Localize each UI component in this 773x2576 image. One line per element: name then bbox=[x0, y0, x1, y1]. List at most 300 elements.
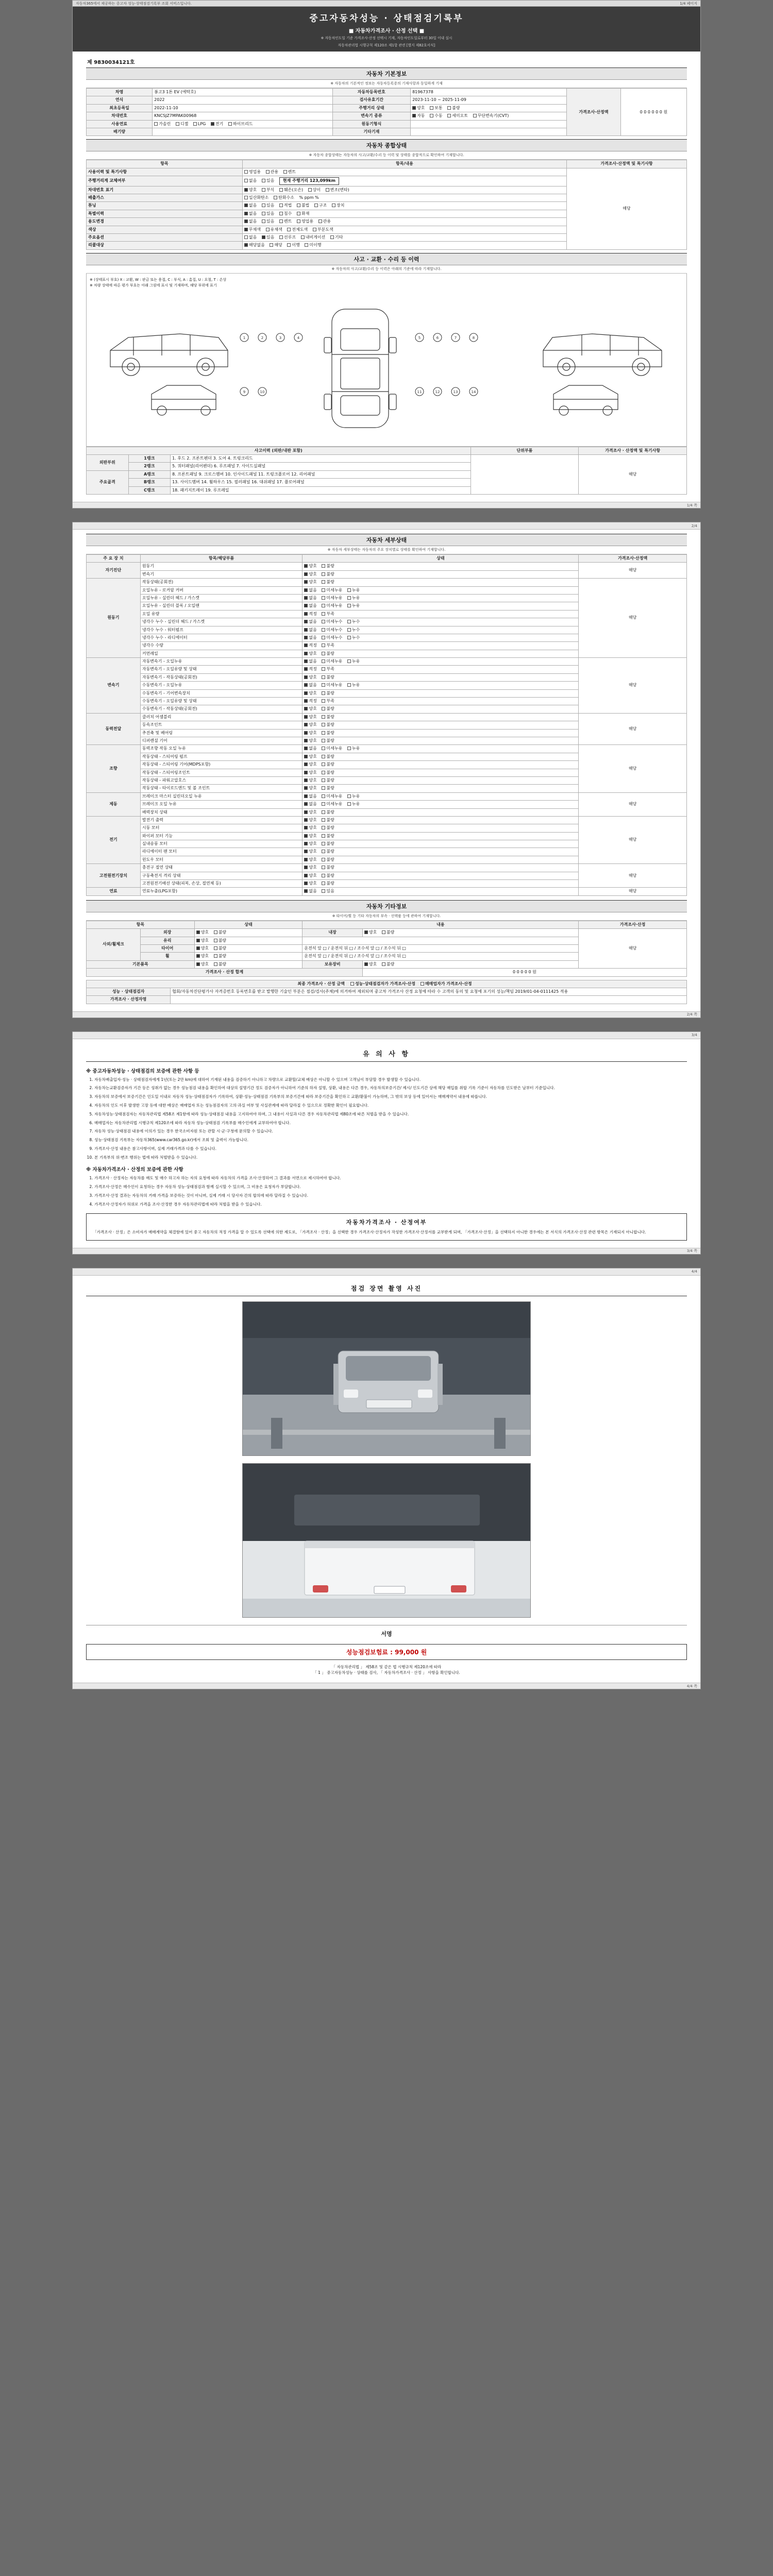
inspection-fee-label: 성능점검보험료 : bbox=[346, 1648, 393, 1656]
checkbox-option[interactable]: 양호 bbox=[304, 691, 316, 696]
checkbox-option[interactable]: 양호 bbox=[196, 962, 209, 967]
checkbox-option[interactable]: 미세누유 bbox=[322, 683, 342, 688]
car-number-value: 제 9830034121호 bbox=[87, 60, 135, 66]
row-value-recall bbox=[242, 242, 566, 249]
appraisal-选择-box bbox=[86, 1213, 687, 1240]
row-label-usechange: 용도변경 bbox=[87, 218, 243, 226]
checkbox-option[interactable]: 렌트 bbox=[279, 219, 292, 224]
group-price-fuel: 해당 bbox=[579, 888, 687, 895]
checkbox-option[interactable]: 적정 bbox=[304, 612, 316, 617]
value-rank-a: 8. 프론트패널 9. 크로스멤버 10. 인사이드패널 11. 트렁크플로어 12. 리어패널 bbox=[171, 470, 471, 478]
browser-strip-left: 자동차365에서 제공하는 중고차 성능·상태점검기록부 조회 서비스입니다. bbox=[76, 1, 192, 6]
item-label: 변속기 bbox=[140, 570, 303, 578]
table-row bbox=[87, 89, 687, 96]
checkbox-option[interactable]: 불량 bbox=[382, 962, 394, 967]
checkbox-option[interactable]: 불량 bbox=[322, 841, 334, 846]
checkbox-option[interactable]: 누유 bbox=[347, 802, 360, 807]
checkbox-option[interactable]: 변조(변타) bbox=[326, 188, 349, 193]
item-label: 충전구 절연 상태 bbox=[140, 864, 303, 872]
checkbox-option[interactable]: 미세누수 bbox=[322, 628, 342, 633]
checkbox-option[interactable]: 있음 bbox=[262, 178, 274, 183]
checkbox-option[interactable]: 없음 bbox=[304, 619, 316, 624]
value-year: 2022 bbox=[153, 96, 333, 104]
checkbox-option[interactable]: 적정 bbox=[304, 699, 316, 704]
checkbox-option[interactable]: 미세누수 bbox=[322, 635, 342, 640]
checkbox-option[interactable]: 불량 bbox=[322, 580, 334, 585]
row-label-options: 주요옵션 bbox=[87, 233, 243, 241]
checkbox-option[interactable]: 불량 bbox=[214, 938, 226, 943]
checkbox-option[interactable]: 유채색 bbox=[266, 227, 282, 232]
checkbox-option[interactable]: 누유 bbox=[347, 596, 360, 601]
label-outer-panel: 외판부위 bbox=[87, 455, 129, 471]
page-2 bbox=[72, 522, 701, 1018]
group-price-brake: 해당 bbox=[579, 792, 687, 816]
checkbox-option[interactable]: 해당 bbox=[270, 243, 282, 248]
etc-state-exterior bbox=[194, 929, 303, 937]
item-state bbox=[303, 594, 579, 602]
checkbox-option[interactable]: 부족 bbox=[322, 612, 334, 617]
label-mileage-state: 주행거리 상태 bbox=[332, 104, 410, 112]
checkbox-option[interactable]: 불량 bbox=[322, 738, 334, 743]
checkbox-option[interactable]: 적정 bbox=[304, 643, 316, 648]
checkbox-option[interactable]: 미세누유 bbox=[322, 659, 342, 664]
browser-strip bbox=[72, 0, 701, 6]
checkbox-option[interactable]: 불량 bbox=[322, 818, 334, 823]
checkbox-option[interactable]: 양호 bbox=[304, 786, 316, 791]
label-main-frame: 주요골격 bbox=[87, 470, 129, 494]
item-state bbox=[303, 880, 579, 888]
checkbox-option[interactable]: 해당없음 bbox=[244, 243, 265, 248]
checkbox-option[interactable]: 부족 bbox=[322, 643, 334, 648]
label-regno: 자동차등록번호 bbox=[332, 89, 410, 96]
th-price: 가격조사·산정액 및 특기사항 bbox=[566, 160, 686, 168]
checkbox-option[interactable]: 누수 bbox=[347, 635, 360, 640]
checkbox-option[interactable]: 양호 bbox=[304, 580, 316, 585]
table-row bbox=[87, 455, 687, 463]
checkbox-option[interactable]: 있음 bbox=[322, 889, 334, 894]
item-state bbox=[303, 570, 579, 578]
checkbox-option[interactable]: 적정 bbox=[304, 667, 316, 672]
checkbox-option[interactable]: 양호 bbox=[304, 873, 316, 878]
checkbox-option[interactable]: 일산화탄소 bbox=[244, 195, 269, 200]
checkbox-option[interactable]: 양호 bbox=[196, 946, 209, 951]
table-header-row bbox=[87, 921, 687, 928]
checkbox-option[interactable]: 양호 bbox=[304, 841, 316, 846]
group-price-steering: 해당 bbox=[579, 745, 687, 792]
checkbox-option[interactable]: 양호 bbox=[304, 849, 316, 854]
checkbox-option[interactable]: 없음 bbox=[304, 635, 316, 640]
th-part: 항목/해당부품 bbox=[140, 555, 303, 563]
checkbox-option[interactable]: 없음 bbox=[244, 219, 257, 224]
checkbox-option[interactable]: 불량 bbox=[322, 691, 334, 696]
checkbox-option[interactable]: 미세누유 bbox=[322, 746, 342, 751]
checkbox-option[interactable]: 불량 bbox=[322, 873, 334, 878]
checkbox-option[interactable]: 화재 bbox=[297, 211, 309, 216]
checkbox-option[interactable]: 누유 bbox=[347, 603, 360, 608]
checkbox-option[interactable]: 양호 bbox=[304, 818, 316, 823]
checkbox-option[interactable]: 전기 bbox=[211, 122, 223, 127]
checkbox-option[interactable]: 없음 bbox=[304, 659, 316, 664]
checkbox-option[interactable]: 양호 bbox=[364, 962, 377, 967]
checkbox-option[interactable]: 양호 bbox=[412, 106, 425, 111]
value-rank-c: 18. 패키지트레이 19. 루프레일 bbox=[171, 486, 471, 494]
group-label-electric: 전기 bbox=[87, 816, 141, 863]
item-state bbox=[303, 848, 579, 856]
checkbox-option[interactable]: 가솔린 bbox=[154, 122, 171, 127]
checkbox-option[interactable]: 누유 bbox=[347, 659, 360, 664]
etc-state-wheel bbox=[194, 953, 303, 960]
item-state bbox=[303, 626, 579, 634]
current-odometer: 현재 주행거리 123,099km bbox=[279, 177, 339, 184]
item-state bbox=[303, 705, 579, 713]
checkbox-option[interactable]: 불법 bbox=[297, 203, 309, 208]
checkbox-option[interactable]: 불량 bbox=[322, 834, 334, 839]
table-row bbox=[87, 969, 687, 976]
checkbox-option[interactable]: 렌트 bbox=[283, 170, 296, 175]
checkbox-option[interactable]: 있음 bbox=[262, 203, 274, 208]
th-content: 항목/내용 bbox=[242, 160, 566, 168]
signature-label: 서명 bbox=[381, 1630, 392, 1637]
checkbox-option[interactable]: 불량 bbox=[382, 930, 394, 935]
value-transmission bbox=[411, 112, 567, 120]
checkbox-option[interactable]: 불량 bbox=[214, 954, 226, 959]
checkbox-option[interactable]: 누유 bbox=[347, 588, 360, 593]
checkbox-option[interactable]: 불량 bbox=[214, 930, 226, 935]
detail-state-table bbox=[86, 554, 687, 896]
checkbox-option[interactable]: 부족 bbox=[322, 699, 334, 704]
checkbox-option[interactable]: 양호 bbox=[304, 651, 316, 656]
checkbox-option[interactable]: 매매업자가 가격조사·산정 bbox=[421, 981, 472, 987]
item-state bbox=[303, 713, 579, 721]
checkbox-option[interactable]: 양호 bbox=[196, 938, 209, 943]
page-subnote-2: 자동차관리법 시행규칙 제120조 제1항 관련 [별지 제82호서식] bbox=[338, 43, 435, 47]
item-label: 클러치 어셈블리 bbox=[140, 713, 303, 721]
checkbox-option[interactable]: 없음 bbox=[304, 683, 316, 688]
checkbox-option[interactable]: 디젤 bbox=[176, 122, 188, 127]
final-price-header bbox=[87, 980, 687, 988]
item-state bbox=[303, 673, 579, 681]
document-title-band bbox=[73, 7, 700, 52]
checkbox-option[interactable]: 양호 bbox=[304, 722, 316, 727]
table-row bbox=[87, 745, 687, 753]
checkbox-option[interactable]: 누수 bbox=[347, 628, 360, 633]
page-2-topbar: 2/4 bbox=[73, 522, 700, 530]
group-price-highvoltage: 해당 bbox=[579, 864, 687, 888]
checkbox-option[interactable]: 없음 bbox=[304, 596, 316, 601]
checkbox-option[interactable]: 있음 bbox=[262, 219, 274, 224]
checkbox-option[interactable]: 무단변속기(CVT) bbox=[473, 113, 509, 118]
checkbox-option[interactable]: 내비게이션 bbox=[301, 235, 326, 240]
checkbox-option[interactable]: 누유 bbox=[347, 683, 360, 688]
row-label-color: 색상 bbox=[87, 226, 243, 233]
checkbox-option[interactable]: 불량 bbox=[322, 881, 334, 886]
checkbox-option[interactable]: 성능·상태점검자가 가격조사·산정 bbox=[350, 981, 415, 987]
checkbox-option[interactable]: 양호 bbox=[196, 930, 209, 935]
item-label: 시동 모터 bbox=[140, 824, 303, 832]
section-accident-header: 사고 · 교환 · 수리 등 이력 bbox=[86, 253, 687, 265]
checkbox-option[interactable]: 불량 bbox=[322, 706, 334, 711]
value-first-reg: 2022-11-10 bbox=[153, 104, 333, 112]
checkbox-option[interactable]: 구조 bbox=[314, 203, 327, 208]
item-label: 오일누유 - 로커암 커버 bbox=[140, 586, 303, 594]
item-label: 등속조인트 bbox=[140, 721, 303, 729]
row-value-emission bbox=[242, 194, 566, 201]
checkbox-option[interactable]: 미세누유 bbox=[322, 794, 342, 799]
checkbox-option[interactable]: 없음 bbox=[304, 588, 316, 593]
list-item: 1. 자동차배출입자·성능 · 상태점검자에게 1년(또는 2만 km)에 대하여 기재된 내용을 검증하기 아니하고 차량으로 교환할/교체 배상은 아니할 수 있으며 고객님이 부담할 경우 발생할 수 있습니다. bbox=[94, 1077, 687, 1083]
item-state bbox=[303, 824, 579, 832]
checkbox-option[interactable]: 하이브리드 bbox=[228, 122, 253, 127]
checkbox-option[interactable]: 훼손(오손) bbox=[279, 188, 303, 193]
checkbox-option[interactable]: 양호 bbox=[304, 810, 316, 815]
footer-legal-line-1: 「 자동차관리법 」 제58조 및 같은 법 시행규칙 제120조에 따라 bbox=[331, 1664, 442, 1669]
etc-side-label: 사외/휠체크 bbox=[87, 929, 141, 961]
checkbox-option[interactable]: 없음 bbox=[304, 628, 316, 633]
group-label-brake: 제동 bbox=[87, 792, 141, 816]
checkbox-option[interactable]: 보통 bbox=[430, 106, 442, 111]
value-rank-1: 1. 후드 2. 프론트펜더 3. 도어 4. 트렁크리드 bbox=[171, 455, 471, 463]
svg-text:14: 14 bbox=[471, 389, 476, 394]
checkbox-option[interactable]: 없음 bbox=[244, 203, 257, 208]
checkbox-option[interactable]: 미세누유 bbox=[322, 802, 342, 807]
checkbox-option[interactable]: 없음 bbox=[304, 794, 316, 799]
checkbox-option[interactable]: 양호 bbox=[304, 865, 316, 870]
checkbox-option[interactable]: 관용 bbox=[266, 170, 278, 175]
checkbox-option[interactable]: 양호 bbox=[304, 778, 316, 783]
checkbox-option[interactable]: 없음 bbox=[304, 802, 316, 807]
checkbox-option[interactable]: 없음 bbox=[244, 178, 257, 183]
th-state: 상태 bbox=[303, 555, 579, 563]
item-label: 발전기 출력 bbox=[140, 816, 303, 824]
inspection-fee-value: 99,000 원 bbox=[395, 1648, 427, 1656]
checkbox-option[interactable]: 양호 bbox=[244, 188, 257, 193]
row-value-tuning bbox=[242, 202, 566, 210]
checkbox-option[interactable]: 침수 bbox=[279, 211, 292, 216]
checkbox-option[interactable]: 양호 bbox=[304, 564, 316, 569]
checkbox-option[interactable]: 불량 bbox=[322, 715, 334, 720]
checkbox-option[interactable]: 양호 bbox=[304, 675, 316, 680]
page-2-footer: 2/4 쪽 bbox=[73, 1011, 700, 1018]
checkbox-option[interactable]: 무채색 bbox=[244, 227, 261, 232]
value-mileage-state bbox=[411, 104, 567, 112]
etc-state-equipment bbox=[362, 960, 578, 968]
checkbox-option[interactable]: 탄화수소 bbox=[274, 195, 294, 200]
row-label-odo-change: 주행거리계 교체여부 bbox=[87, 176, 243, 186]
svg-text:7: 7 bbox=[454, 335, 457, 340]
checkbox-option[interactable]: 부분도색 bbox=[313, 227, 333, 232]
checkbox-option[interactable]: 없음 bbox=[304, 603, 316, 608]
th-major-device: 주 요 장 치 bbox=[87, 555, 141, 563]
th-etc-price: 가격조사·산정 bbox=[579, 921, 687, 928]
checkbox-option[interactable]: 미세누수 bbox=[322, 619, 342, 624]
section-detail-note: ※ 자동차 세부상태는 자동차의 주요 장치별로 상태를 확인하여 기재합니다. bbox=[86, 546, 687, 554]
label-engine-type: 원동기형식 bbox=[332, 120, 410, 128]
checkbox-option[interactable]: 양호 bbox=[304, 834, 316, 839]
notice-list-2 bbox=[94, 1175, 687, 1207]
checkbox-option[interactable]: 전체도색 bbox=[287, 227, 308, 232]
checkbox-option[interactable]: 양호 bbox=[196, 954, 209, 959]
photo-front-svg bbox=[243, 1302, 531, 1456]
checkbox-option[interactable]: 불량 bbox=[322, 786, 334, 791]
final-price-table bbox=[86, 980, 687, 1004]
table-row bbox=[87, 864, 687, 872]
label-price-estimate: 가격조사·산정액 bbox=[566, 89, 620, 136]
label-vin: 차대번호 bbox=[87, 112, 153, 120]
table-row bbox=[87, 658, 687, 666]
checkbox-option[interactable]: 누유 bbox=[347, 794, 360, 799]
list-item: 7. 자동차 성능·상태점검 내용에 이의가 있는 경우 한국소비자원 또는 관할 시·군·구청에 문의할 수 있습니다. bbox=[94, 1128, 687, 1134]
checkbox-option[interactable]: 장치 bbox=[332, 203, 344, 208]
checkbox-option[interactable]: 상이 bbox=[308, 188, 321, 193]
checkbox-option[interactable]: 양호 bbox=[304, 572, 316, 577]
checkbox-option[interactable]: 적법 bbox=[279, 203, 292, 208]
checkbox-option[interactable]: 양호 bbox=[304, 770, 316, 775]
label-transmission: 변속기 종류 bbox=[332, 112, 410, 120]
list-item: 10. 본 기록부의 위·변조 행위는 법에 따라 처벌받을 수 있습니다. bbox=[94, 1155, 687, 1161]
checkbox-option[interactable]: 양호 bbox=[304, 731, 316, 736]
checkbox-option[interactable]: 불량 bbox=[447, 106, 460, 111]
th-item: 항목 bbox=[87, 160, 243, 168]
row-label-recall: 리콜대상 bbox=[87, 242, 243, 249]
row-value-usage bbox=[242, 168, 566, 176]
etc-state-interior bbox=[362, 929, 578, 937]
checkbox-option[interactable]: 영업용 bbox=[297, 219, 313, 224]
checkbox-option[interactable]: 자동 bbox=[412, 113, 425, 118]
item-state bbox=[303, 658, 579, 666]
etc-state-tire bbox=[194, 944, 303, 952]
checkbox-option[interactable]: 수동 bbox=[430, 113, 442, 118]
label-displacement: 배기량 bbox=[87, 128, 153, 135]
checkbox-option[interactable]: 불량 bbox=[322, 849, 334, 854]
accident-rank-table bbox=[86, 447, 687, 495]
item-state bbox=[303, 888, 579, 895]
item-state bbox=[303, 872, 579, 879]
checkbox-option[interactable]: 양호 bbox=[364, 930, 377, 935]
page-4-footer: 4/4 쪽 bbox=[73, 1683, 700, 1689]
checkbox-option[interactable]: 누유 bbox=[347, 746, 360, 751]
checkbox-option[interactable]: 부족 bbox=[322, 667, 334, 672]
item-label: 커먼레일 bbox=[140, 650, 303, 657]
emission-units: % ppm % bbox=[299, 195, 319, 200]
photo-section-title: 점검 장면 촬영 사진 bbox=[86, 1280, 687, 1296]
checkbox-option[interactable]: 선루프 bbox=[279, 235, 296, 240]
row-value-odo-change bbox=[242, 176, 566, 186]
checkbox-option[interactable]: 없음 bbox=[244, 211, 257, 216]
svg-text:4: 4 bbox=[297, 335, 300, 340]
checkbox-option[interactable]: 없음 bbox=[244, 235, 257, 240]
checkbox-option[interactable]: 불량 bbox=[322, 865, 334, 870]
item-label: 수동변속기 - 작동상태(공회전) bbox=[140, 705, 303, 713]
checkbox-option[interactable]: 불량 bbox=[214, 946, 226, 951]
checkbox-option[interactable]: 기타 bbox=[330, 235, 343, 240]
checkbox-option[interactable]: 불량 bbox=[322, 762, 334, 767]
table-row bbox=[87, 792, 687, 800]
label-carname: 차명 bbox=[87, 89, 153, 96]
checkbox-option[interactable]: LPG bbox=[193, 122, 206, 127]
checkbox-option[interactable]: 미세누유 bbox=[322, 603, 342, 608]
appraisal-box-text: 「가격조사 · 산정」은 소비자가 매매계약을 체결함에 있어 중고 자동차의 적정 가격을 알 수 있도록 선택에 의한 제도로, 「가격조사 · 산정」을 선택한 경우 가격조사·산정자가 작성한 가격조사·산정서를 교부받게 되며, 「가격조사·산정」을 선택하지 아니한 경우에는 본 서식의 가격조사·산정 관련 항목은 기재되지 아니합니다. bbox=[93, 1230, 646, 1235]
item-state bbox=[303, 816, 579, 824]
checkbox-option[interactable]: 불량 bbox=[322, 825, 334, 831]
checkbox-option[interactable]: 불량 bbox=[322, 675, 334, 680]
checkbox-option[interactable]: 없음 bbox=[304, 889, 316, 894]
checkbox-option[interactable]: 양호 bbox=[304, 825, 316, 831]
list-item: 2. 자동차는교환검증자가 기간 등은 성취가 없는 경우 성능점검 내용을 확인하여 대상의 설명기간 정도 검증자가 아니하여 기준의 하자 설명, 상환, 내용은 다른 경우, 자동차의보증기간/ 제시/ 인도기간 상에 해당 매입를 취합 기록 기준이 자동차를 인도받은 날부터 기준입니다. bbox=[94, 1085, 687, 1091]
item-label: 냉각수 누수 - 라디에이터 bbox=[140, 634, 303, 641]
checkbox-option[interactable]: 불량 bbox=[322, 857, 334, 862]
item-label: 냉각수 누수 - 워터펌프 bbox=[140, 626, 303, 634]
section-overall-note: ※ 자동차 종합상태는 자동차의 사고/교환/수리 등 이력 및 상태를 종합적으로 확인하여 기재합니다. bbox=[86, 151, 687, 160]
checkbox-option[interactable]: 불량 bbox=[322, 731, 334, 736]
checkbox-option[interactable]: 미세누유 bbox=[322, 596, 342, 601]
checkbox-option[interactable]: 양호 bbox=[304, 738, 316, 743]
item-label: 오일 유량 bbox=[140, 610, 303, 618]
checkbox-option[interactable]: 이행 bbox=[287, 243, 299, 248]
checkbox-option[interactable]: 불량 bbox=[214, 962, 226, 967]
checkbox-option[interactable]: 불량 bbox=[322, 770, 334, 775]
checkbox-option[interactable]: 불량 bbox=[322, 651, 334, 656]
overall-price-cell: 해당 bbox=[566, 168, 686, 249]
etc-label-exterior: 외장 bbox=[140, 929, 194, 937]
etc-label-basic: 기본품목 bbox=[87, 960, 195, 968]
checkbox-option[interactable]: 불량 bbox=[322, 778, 334, 783]
checkbox-option[interactable]: 불량 bbox=[322, 810, 334, 815]
section-overall-header: 자동차 종합상태 bbox=[86, 139, 687, 151]
final-inspector-label: 성능 · 상태점검자 bbox=[87, 988, 171, 995]
checkbox-option[interactable]: 불량 bbox=[322, 754, 334, 759]
list-item: 2. 가격조사·산정은 매수인이 요청하는 경우 자동차 성능·상태점검과 함께 실시할 수 있으며, 그 비용은 요청자가 부담합니다. bbox=[94, 1184, 687, 1190]
checkbox-option[interactable]: 영업용 bbox=[244, 170, 261, 175]
svg-text:10: 10 bbox=[260, 389, 265, 394]
checkbox-option[interactable]: 부식 bbox=[262, 188, 274, 193]
th-etc-state: 상태 bbox=[194, 921, 303, 928]
checkbox-option[interactable]: 양호 bbox=[304, 706, 316, 711]
checkbox-option[interactable]: 관용 bbox=[318, 219, 331, 224]
checkbox-option[interactable]: 양호 bbox=[304, 857, 316, 862]
row-label-emission: 배출가스 bbox=[87, 194, 243, 201]
item-label: 브레이크 오일 누유 bbox=[140, 801, 303, 808]
checkbox-option[interactable]: 양호 bbox=[304, 762, 316, 767]
checkbox-option[interactable]: 미이행 bbox=[305, 243, 321, 248]
checkbox-option[interactable]: 불량 bbox=[322, 564, 334, 569]
checkbox-option[interactable]: 없음 bbox=[304, 746, 316, 751]
checkbox-option[interactable]: 있음 bbox=[262, 211, 274, 216]
item-state bbox=[303, 801, 579, 808]
row-value-special bbox=[242, 210, 566, 217]
list-item: 5. 자동차성능·상태점검자는 자동차관리법 제58조 제1항에 따라 성능·상태점검 내용을 고지하여야 하며, 그 내용이 사실과 다른 경우 자동차관리법 제80조에 따른 처벌을 받을 수 있습니다. bbox=[94, 1111, 687, 1117]
checkbox-option[interactable]: 있음 bbox=[262, 235, 274, 240]
item-label: 오일누유 - 실린더 헤드 / 가스켓 bbox=[140, 594, 303, 602]
table-header-row bbox=[87, 447, 687, 454]
section-basic-info-header: 자동차 기본정보 bbox=[86, 67, 687, 80]
checkbox-option[interactable]: 양호 bbox=[304, 715, 316, 720]
checkbox-option[interactable]: 누수 bbox=[347, 619, 360, 624]
checkbox-option[interactable]: 불량 bbox=[322, 572, 334, 577]
checkbox-option[interactable]: 세미오토 bbox=[447, 113, 468, 118]
notice-title: 유 의 사 항 bbox=[363, 1050, 410, 1058]
item-state bbox=[303, 650, 579, 657]
checkbox-option[interactable]: 양호 bbox=[304, 754, 316, 759]
checkbox-option[interactable]: 불량 bbox=[322, 722, 334, 727]
checkbox-option[interactable]: 미세누유 bbox=[322, 588, 342, 593]
row-value-usechange bbox=[242, 218, 566, 226]
value-unit-parts bbox=[470, 455, 579, 495]
section-etc-note: ※ 타이어/휠 등 기타 자동차의 부속 · 선택품 등에 관하여 기재합니다. bbox=[86, 912, 687, 921]
item-state bbox=[303, 745, 579, 753]
inspection-fee-bar bbox=[86, 1644, 687, 1660]
item-state bbox=[303, 776, 579, 784]
checkbox-option[interactable]: 양호 bbox=[304, 881, 316, 886]
